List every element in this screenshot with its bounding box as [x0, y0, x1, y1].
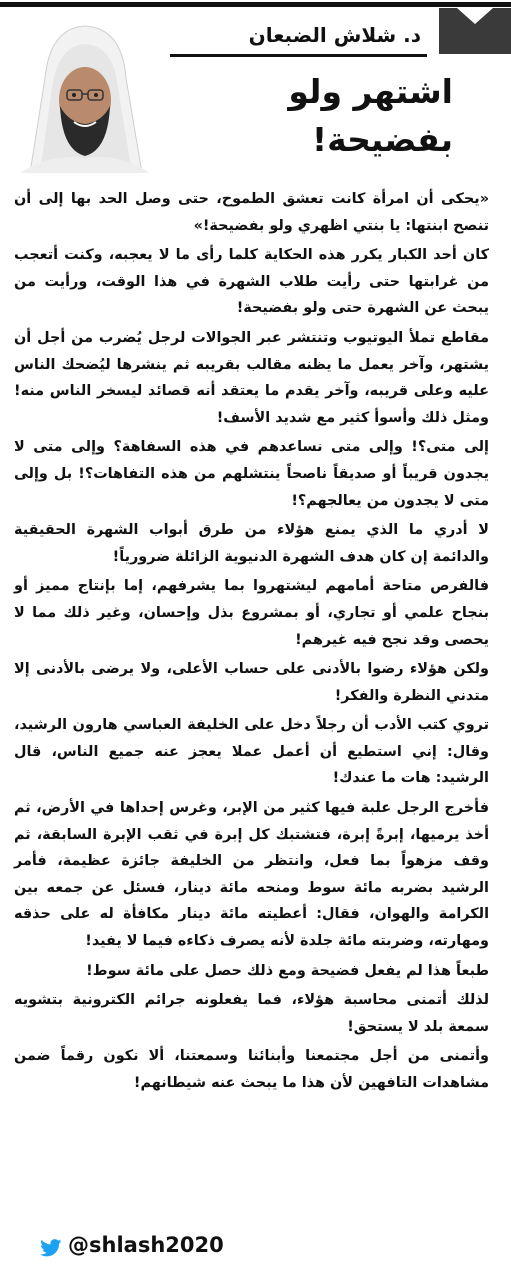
article-header: [0, 0, 511, 175]
author-underline: [170, 54, 427, 57]
paragraph: ولكن هؤلاء رضوا بالأدنى على حساب الأعلى، ولا يرضى بالأدنى إلا متدني النظرة والفكر!: [14, 661, 489, 704]
paragraph: تروي كتب الأدب أن رجلاً دخل على الخليفة العباسي هارون الرشيد، وقال: إني استطيع أن أعمل عملا يعجز عنه جميع الناس، قال الرشيد: هات ما عندك!: [14, 717, 489, 787]
top-rule: [0, 2, 511, 7]
author-name: د. شلاش الضبعان: [248, 23, 421, 47]
headline-line-2: بفضيحة!: [312, 120, 453, 159]
paragraph: وأتمنى من أجل مجتمعنا وأبنائنا وسمعتنا، ألا نكون رقماً ضمن مشاهدات التافهين لأن هذا ما يبحث عنه شيطانهم!: [14, 1048, 489, 1091]
paragraph: فالفرص متاحة أمامهم ليشتهروا بما يشرفهم، إما بإنتاج مميز أو بنجاح علمي أو تجاري، أو بمشروع بذل وإحسان، وغير ذلك مما لا يحصى وقد نجح فيه غيرهم!: [14, 578, 489, 648]
paragraph: طبعاً هذا لم يفعل فضيحة ومع ذلك حصل على مائة سوط!: [86, 962, 489, 979]
paragraph: لا أدري ما الذي يمنع هؤلاء من طرق أبواب الشهرة الحقيقية والدائمة إن كان هدف الشهرة الدنيوية الزائلة ضرورياً!: [14, 522, 489, 565]
headline: [288, 68, 453, 164]
author-bar: [170, 20, 511, 60]
author-portrait: [10, 18, 160, 173]
paragraph: كان أحد الكبار يكرر هذه الحكاية كلما رأى ما لا يعجبه، وكنت أتعجب من غرابتها حتى رأيت طلاب الشهرة في هذا الوقت، ورأيت من يبحث عن الشهرة حتى ولو بفضيحة!: [14, 247, 489, 317]
paragraph: «يحكى أن امرأة كانت تعشق الطموح، حتى وصل الحد بها إلى أن تنصح ابنتها: يا بنتي اظهري ولو بفضيحة!»: [14, 191, 489, 234]
headline-line-1: اشتهر ولو: [288, 72, 453, 111]
twitter-handle: @shlash2020: [68, 1233, 224, 1257]
article-body: [14, 186, 489, 1100]
paragraph: مقاطع تملأ اليوتيوب وتنتشر عبر الجوالات لرجل يُضرب من أجل أن يشتهر، وآخر يعمل ما يظنه مقالب بقريبه ثم ينشرها ليُضحك الناس عليه وعلى قريبه، وآخر يقدم ما يعتقد أنه قصائد ليسخر الناس منه! ومثل ذلك وأسوأ كثير مع شديد الأسف!: [14, 329, 489, 426]
paragraph: لذلك أتمنى محاسبة هؤلاء، فما يفعلونه جرائم الكترونية بتشويه سمعة بلد لا يستحق!: [14, 992, 489, 1035]
footer: [0, 1225, 511, 1275]
twitter-bird-icon: [40, 1239, 62, 1257]
paragraph: فأخرج الرجل علبة فيها كثير من الإبر، وغرس إحداها في الأرض، ثم أخذ يرميها، إبرةً إبرة، فتشتبك كل إبرة في ثقب الإبرة السابقة، ثم وقف مزهواً بما فعل، وانتظر من الخليفة جائزة عظيمة، فأمر الرشيد بضربه مائة سوط ومنحه مائة دينار، فسئل عن جمعه بين الكرامة والهوان، فقال: أعطيته مائة دينار مكافأة له على حذقه ومهارته، وضربته مائة جلدة لأنه يصرف ذكاءه فيما لا يفيد!: [14, 800, 489, 950]
paragraph: إلى متى؟! وإلى متى نساعدهم في هذه السفاهة؟ وإلى متى لا يجدون قريباً أو صديقاً ناصحاً ينتشلهم من هذه التفاهات؟! بل وإلى متى لا يجدون من يعالجهم؟!: [14, 439, 489, 509]
